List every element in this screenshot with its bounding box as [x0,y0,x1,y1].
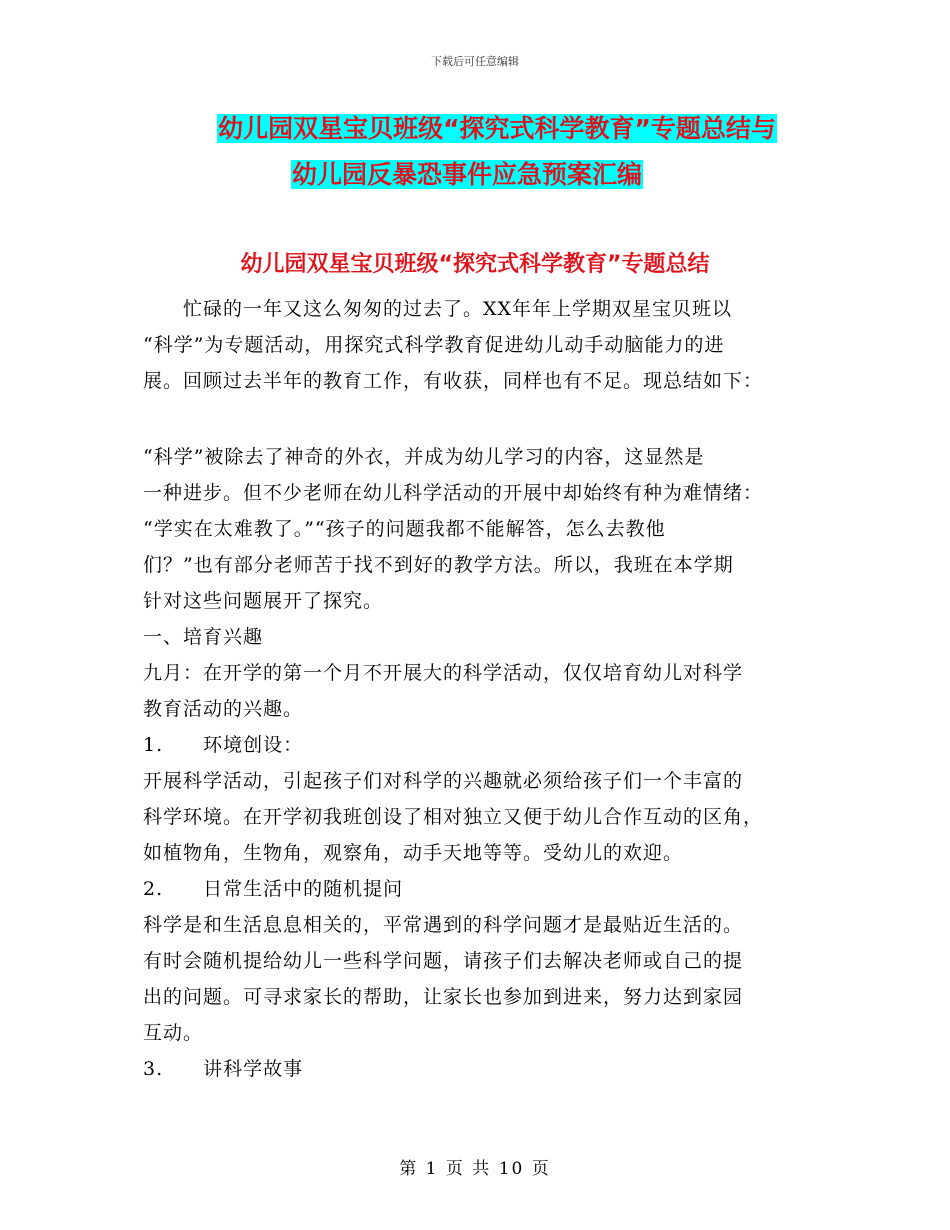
body-line: 教育活动的兴趣。 [143,698,304,720]
body-line: 们？”也有部分老师苦于找不到好的教学方法。所以，我班在本学期 [143,554,734,576]
body-line: 出的问题。可寻求家长的帮助，让家长也参加到进来，努力达到家园 [143,986,744,1008]
body-line: 一种进步。但不少老师在幼儿科学活动的开展中却始终有种为难情绪： [143,482,764,504]
document-title-line-1: 幼儿园双星宝贝班级“探究式科学教育”专题总结与 [218,114,776,143]
body-line: 科学环境。在开学初我班创设了相对独立又便于幼儿合作互动的区角， [143,806,764,828]
body-line: 开展科学活动，引起孩子们对科学的兴趣就必须给孩子们一个丰富的 [143,770,744,792]
heading-line: 一、培育兴趣 [143,626,264,648]
body-line: 展。回顾过去半年的教育工作，有收获，同样也有不足。现总结如下： [143,370,764,392]
body-line: “学实在太难教了。”“孩子的问题我都不能解答，怎么去教他 [143,518,666,540]
page-number-footer: 第 1 页 共 10 页 [399,1159,551,1179]
body-line: 忙碌的一年又这么匆匆的过去了。XX年年上学期双星宝贝班以 [143,298,733,320]
body-line: “科学”被除去了神奇的外衣，并成为幼儿学习的内容，这显然是 [143,446,705,468]
body-line: 有时会随机提给幼儿一些科学问题，请孩子们去解决老师或自己的提 [143,950,744,972]
body-block-2 [143,439,813,1087]
list-item-heading: 1. 环境创设： [143,734,304,756]
body-line: “科学”为专题活动，用探究式科学教育促进幼儿动手动脑能力的进 [143,334,725,356]
body-block-1 [143,291,813,399]
list-item-heading: 3. 讲科学故事 [143,1058,304,1080]
body-line: 九月：在开学的第一个月不开展大的科学活动，仅仅培育幼儿对科学 [143,662,744,684]
body-line: 科学是和生活息息相关的，平常遇到的科学问题才是最贴近生活的。 [143,914,744,936]
section-title: 幼儿园双星宝贝班级“探究式科学教育”专题总结 [240,252,710,277]
body-line: 如植物角，生物角，观察角，动手天地等等。受幼儿的欢迎。 [143,842,684,864]
document-title-line-2: 幼儿园反暴恐事件应急预案汇编 [292,160,643,189]
header-note: 下载后可任意编辑 [431,55,519,68]
list-item-heading: 2. 日常生活中的随机提问 [143,878,404,900]
body-line: 针对这些问题展开了探究。 [143,590,384,612]
body-line: 互动。 [143,1022,204,1044]
